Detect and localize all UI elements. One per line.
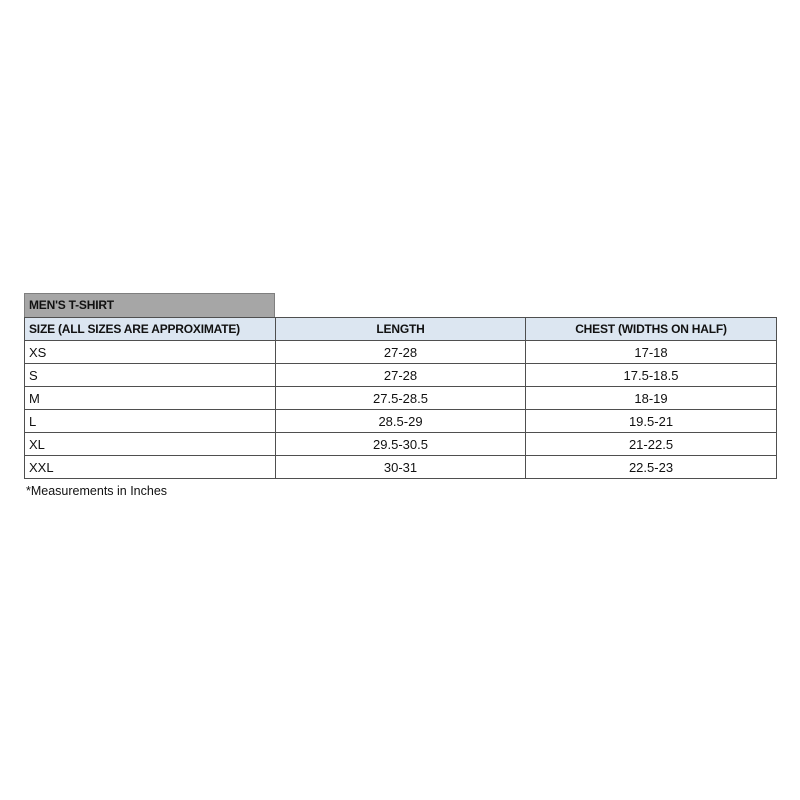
table-row	[25, 364, 777, 387]
size-table	[24, 317, 777, 479]
size-chart	[24, 293, 776, 498]
length-cell: 27-28	[276, 341, 526, 364]
size-cell: S	[25, 364, 276, 387]
size-cell: XL	[25, 433, 276, 456]
header-length: LENGTH	[276, 318, 526, 341]
chest-cell: 17-18	[526, 341, 777, 364]
chest-cell: 21-22.5	[526, 433, 777, 456]
length-cell: 30-31	[276, 456, 526, 479]
table-row	[25, 410, 777, 433]
header-chest: CHEST (WIDTHS ON HALF)	[526, 318, 777, 341]
chest-cell: 22.5-23	[526, 456, 777, 479]
measurement-footnote: *Measurements in Inches	[26, 484, 168, 498]
chest-cell: 17.5-18.5	[526, 364, 777, 387]
length-cell: 27.5-28.5	[276, 387, 526, 410]
table-row	[25, 456, 777, 479]
header-size: SIZE (ALL SIZES ARE APPROXIMATE)	[25, 318, 276, 341]
size-cell: XS	[25, 341, 276, 364]
length-cell: 29.5-30.5	[276, 433, 526, 456]
size-cell: L	[25, 410, 276, 433]
table-row	[25, 387, 777, 410]
size-cell: M	[25, 387, 276, 410]
chart-title: MEN'S T-SHIRT	[24, 293, 275, 317]
header-row	[25, 318, 777, 341]
size-cell: XXL	[25, 456, 276, 479]
table-row	[25, 341, 777, 364]
length-cell: 28.5-29	[276, 410, 526, 433]
table-row	[25, 433, 777, 456]
chest-cell: 18-19	[526, 387, 777, 410]
chest-cell: 19.5-21	[526, 410, 777, 433]
length-cell: 27-28	[276, 364, 526, 387]
